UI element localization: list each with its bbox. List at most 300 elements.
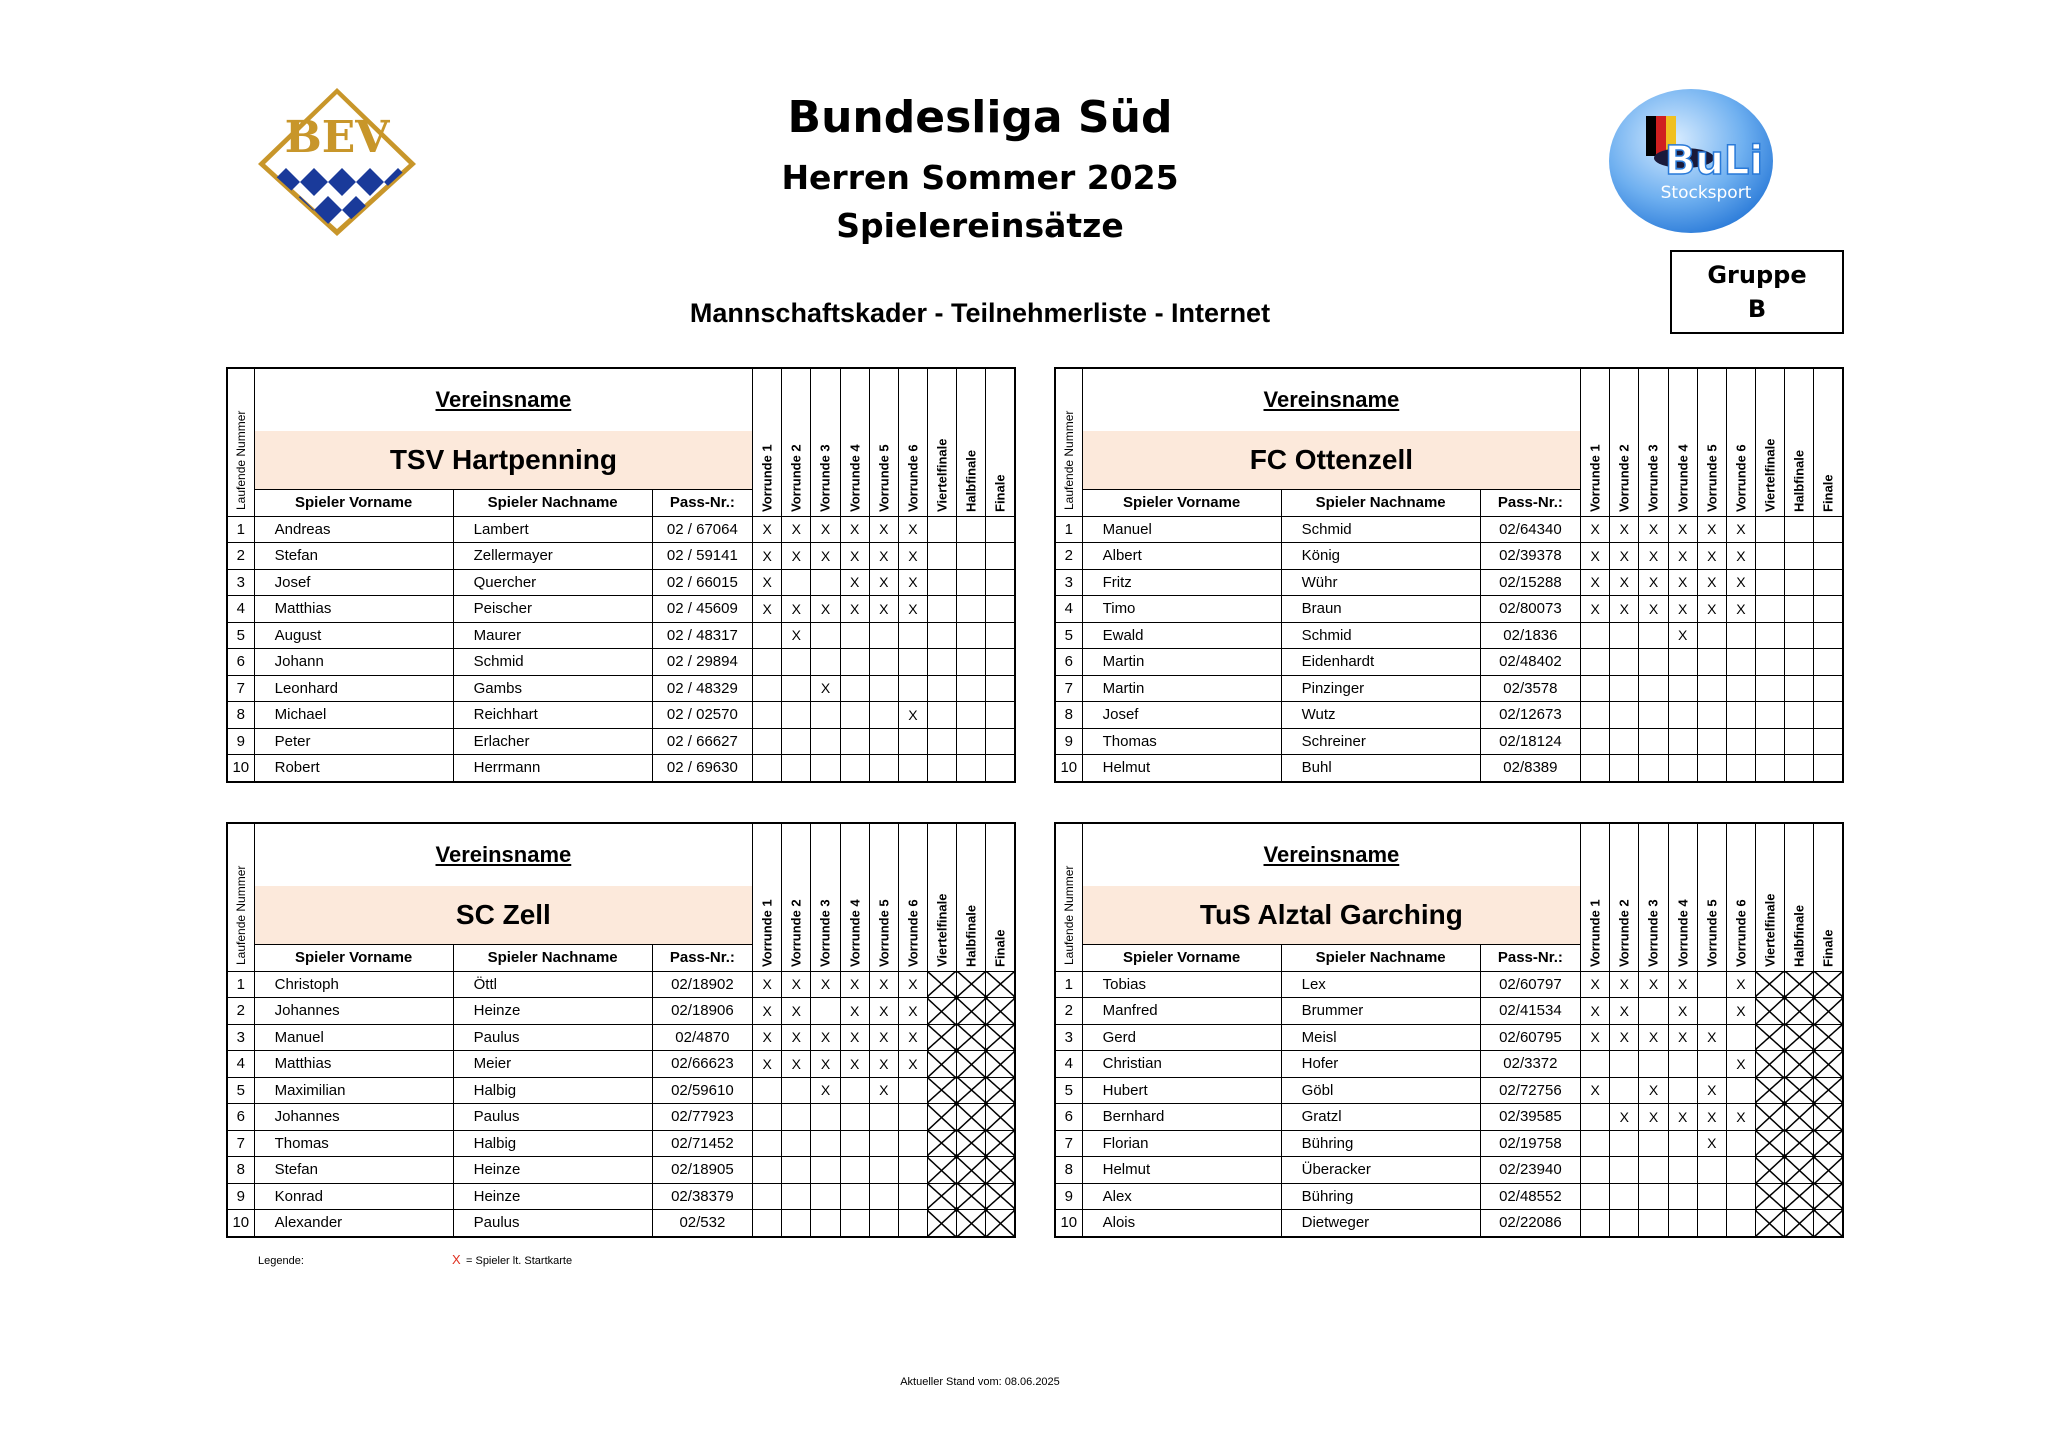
table-row — [227, 1157, 1015, 1184]
vorname-header: Spieler Vorname — [254, 490, 453, 517]
crossed-cell — [1785, 998, 1814, 1025]
pass-header: Pass-Nr.: — [1480, 945, 1581, 972]
round-mark — [782, 1210, 811, 1237]
round-mark — [840, 702, 869, 729]
pass-header: Pass-Nr.: — [652, 945, 753, 972]
player-pass-number: 02/38379 — [652, 1183, 753, 1210]
table-row — [1055, 971, 1843, 998]
round-mark — [1581, 728, 1610, 755]
round-mark — [840, 1130, 869, 1157]
table-row — [227, 649, 1015, 676]
round-mark — [1755, 516, 1784, 543]
round-mark: X — [1697, 1130, 1726, 1157]
player-pass-number: 02 / 69630 — [652, 755, 753, 782]
round-mark — [1639, 1051, 1668, 1078]
round-mark — [986, 596, 1015, 623]
round-mark: X — [1581, 1077, 1610, 1104]
player-last-name: Meier — [453, 1051, 652, 1078]
player-pass-number: 02/77923 — [652, 1104, 753, 1131]
round-mark: X — [840, 1024, 869, 1051]
round-mark — [811, 622, 840, 649]
round-mark — [1814, 675, 1843, 702]
player-last-name: Schmid — [1281, 622, 1480, 649]
player-last-name: Überacker — [1281, 1157, 1480, 1184]
round-mark: X — [753, 596, 782, 623]
round-mark: X — [782, 971, 811, 998]
player-first-name: Robert — [254, 755, 453, 782]
round-mark: X — [1668, 622, 1697, 649]
round-mark: X — [753, 569, 782, 596]
round-mark — [1610, 622, 1639, 649]
round-mark: X — [782, 543, 811, 570]
round-mark — [1814, 596, 1843, 623]
round-mark: X — [1726, 543, 1755, 570]
season-title: Herren Sommer 2025 — [781, 158, 1179, 197]
round-label: Vorrunde 6 — [905, 898, 921, 967]
player-first-name: Josef — [1082, 702, 1281, 729]
round-mark: X — [753, 543, 782, 570]
player-first-name: August — [254, 622, 453, 649]
player-first-name: Bernhard — [1082, 1104, 1281, 1131]
laufende-nummer-label: Laufende Nummer — [233, 865, 248, 965]
player-last-name: Gratzl — [1281, 1104, 1480, 1131]
crossed-cell — [986, 998, 1015, 1025]
round-mark: X — [1668, 516, 1697, 543]
laufende-nummer-header — [1055, 823, 1082, 971]
player-number: 9 — [227, 1183, 254, 1210]
round-mark — [1697, 622, 1726, 649]
laufende-nummer-label: Laufende Nummer — [1061, 410, 1076, 510]
round-label: Vorrunde 4 — [1675, 443, 1691, 512]
round-mark: X — [1610, 998, 1639, 1025]
player-last-name: Heinze — [453, 1183, 652, 1210]
crossed-cell — [1755, 1024, 1784, 1051]
round-mark: X — [1668, 1024, 1697, 1051]
round-mark — [957, 675, 986, 702]
round-mark — [753, 649, 782, 676]
round-mark: X — [869, 998, 898, 1025]
round-mark: X — [1639, 516, 1668, 543]
round-header — [1726, 368, 1755, 516]
player-last-name: Bühring — [1281, 1183, 1480, 1210]
legend-label: Legende: — [258, 1255, 304, 1267]
subtitle: Mannschaftskader - Teilnehmerliste - Internet — [689, 298, 1271, 328]
round-mark — [898, 1210, 927, 1237]
round-mark: X — [869, 596, 898, 623]
player-first-name: Maximilian — [254, 1077, 453, 1104]
round-mark — [957, 596, 986, 623]
crossed-cell — [957, 1051, 986, 1078]
player-last-name: Halbig — [453, 1130, 652, 1157]
round-header — [869, 368, 898, 516]
crossed-cell — [957, 1104, 986, 1131]
round-mark — [782, 569, 811, 596]
round-mark: X — [1610, 596, 1639, 623]
player-number: 10 — [227, 1210, 254, 1237]
crossed-cell — [927, 1130, 956, 1157]
round-mark — [840, 1104, 869, 1131]
crossed-cell — [1814, 1024, 1843, 1051]
round-mark — [1668, 675, 1697, 702]
round-mark — [986, 622, 1015, 649]
round-header — [1755, 368, 1784, 516]
table-row — [227, 1024, 1015, 1051]
crossed-cell — [986, 1104, 1015, 1131]
round-mark — [840, 675, 869, 702]
round-mark — [1755, 675, 1784, 702]
player-pass-number: 02/71452 — [652, 1130, 753, 1157]
team-name: FC Ottenzell — [1082, 431, 1581, 490]
round-mark — [1581, 702, 1610, 729]
player-pass-number: 02 / 66627 — [652, 728, 753, 755]
round-mark: X — [1610, 1024, 1639, 1051]
player-number: 8 — [227, 1157, 254, 1184]
round-mark — [1755, 569, 1784, 596]
player-last-name: Gambs — [453, 675, 652, 702]
round-mark — [869, 622, 898, 649]
legend-symbol: X — [452, 1252, 461, 1267]
round-mark — [957, 622, 986, 649]
round-header — [1639, 823, 1668, 971]
table-row — [1055, 755, 1843, 782]
crossed-cell — [1814, 1077, 1843, 1104]
player-first-name: Tobias — [1082, 971, 1281, 998]
table-row — [1055, 1024, 1843, 1051]
round-mark: X — [869, 1024, 898, 1051]
player-first-name: Leonhard — [254, 675, 453, 702]
nachname-header: Spieler Nachname — [453, 945, 652, 972]
round-mark — [1639, 755, 1668, 782]
round-mark — [1668, 1210, 1697, 1237]
round-mark: X — [1610, 569, 1639, 596]
round-label: Vorrunde 3 — [817, 443, 833, 512]
player-first-name: Christoph — [254, 971, 453, 998]
round-mark — [927, 649, 956, 676]
round-mark — [1697, 998, 1726, 1025]
crossed-cell — [1785, 1051, 1814, 1078]
player-pass-number: 02/18902 — [652, 971, 753, 998]
round-label: Vorrunde 3 — [1645, 898, 1661, 967]
table-row — [1055, 1157, 1843, 1184]
laufende-nummer-label: Laufende Nummer — [1061, 865, 1076, 965]
round-mark: X — [1697, 1077, 1726, 1104]
round-mark — [1726, 1077, 1755, 1104]
pass-header: Pass-Nr.: — [652, 490, 753, 517]
round-mark — [869, 1183, 898, 1210]
player-last-name: Schreiner — [1281, 728, 1480, 755]
round-mark — [1785, 516, 1814, 543]
round-mark — [1610, 755, 1639, 782]
round-mark: X — [898, 971, 927, 998]
round-label: Vorrunde 3 — [1645, 443, 1661, 512]
table-row — [227, 1183, 1015, 1210]
round-mark: X — [1668, 971, 1697, 998]
player-number: 5 — [1055, 1077, 1082, 1104]
round-mark — [1610, 1051, 1639, 1078]
round-mark — [1668, 755, 1697, 782]
round-mark — [1755, 755, 1784, 782]
player-first-name: Andreas — [254, 516, 453, 543]
crossed-cell — [1814, 1183, 1843, 1210]
round-mark — [1785, 622, 1814, 649]
gruppe-label: Gruppe — [1707, 261, 1807, 289]
round-mark — [986, 755, 1015, 782]
round-label: Halbfinale — [1791, 449, 1807, 512]
table-row — [1055, 1210, 1843, 1237]
table-row — [1055, 569, 1843, 596]
player-pass-number: 02/60797 — [1480, 971, 1581, 998]
round-mark — [811, 728, 840, 755]
round-header — [1814, 823, 1843, 971]
round-label: Vorrunde 4 — [847, 443, 863, 512]
player-last-name: Brummer — [1281, 998, 1480, 1025]
player-pass-number: 02/3372 — [1480, 1051, 1581, 1078]
table-row — [227, 622, 1015, 649]
table-row — [1055, 728, 1843, 755]
round-mark — [811, 1130, 840, 1157]
round-header — [1785, 823, 1814, 971]
round-mark — [811, 1157, 840, 1184]
player-pass-number: 02 / 29894 — [652, 649, 753, 676]
crossed-cell — [1814, 1130, 1843, 1157]
round-mark — [1697, 649, 1726, 676]
round-mark — [782, 675, 811, 702]
round-header — [782, 823, 811, 971]
round-mark — [927, 702, 956, 729]
player-last-name: Erlacher — [453, 728, 652, 755]
player-last-name: Dietweger — [1281, 1210, 1480, 1237]
player-pass-number: 02/12673 — [1480, 702, 1581, 729]
player-number: 5 — [1055, 622, 1082, 649]
round-mark — [1639, 998, 1668, 1025]
player-last-name: Reichhart — [453, 702, 652, 729]
player-number: 4 — [227, 1051, 254, 1078]
player-number: 1 — [227, 971, 254, 998]
vereinsname-label: Vereinsname — [254, 368, 753, 431]
round-mark — [957, 649, 986, 676]
team-table — [1054, 367, 1844, 783]
player-first-name: Michael — [254, 702, 453, 729]
player-pass-number: 02/4870 — [652, 1024, 753, 1051]
round-mark — [1814, 516, 1843, 543]
crossed-cell — [1814, 1210, 1843, 1237]
round-label: Viertelfinale — [934, 893, 950, 967]
round-mark: X — [1581, 998, 1610, 1025]
table-row — [227, 543, 1015, 570]
crossed-cell — [957, 1183, 986, 1210]
player-number: 9 — [227, 728, 254, 755]
player-first-name: Alois — [1082, 1210, 1281, 1237]
team-name: TuS Alztal Garching — [1082, 886, 1581, 945]
crossed-cell — [986, 1183, 1015, 1210]
round-mark: X — [1726, 998, 1755, 1025]
round-mark — [811, 649, 840, 676]
round-mark — [1639, 1210, 1668, 1237]
round-header — [957, 368, 986, 516]
round-mark — [753, 1157, 782, 1184]
player-first-name: Florian — [1082, 1130, 1281, 1157]
round-mark: X — [869, 569, 898, 596]
round-mark: X — [811, 596, 840, 623]
crossed-cell — [927, 971, 956, 998]
round-mark: X — [782, 516, 811, 543]
round-mark: X — [1726, 596, 1755, 623]
player-first-name: Manuel — [254, 1024, 453, 1051]
crossed-cell — [986, 1130, 1015, 1157]
round-label: Vorrunde 1 — [1587, 898, 1603, 967]
table-row — [227, 1104, 1015, 1131]
player-pass-number: 02/23940 — [1480, 1157, 1581, 1184]
player-last-name: Zellermayer — [453, 543, 652, 570]
round-mark — [1668, 728, 1697, 755]
round-mark — [753, 1130, 782, 1157]
round-mark: X — [1726, 569, 1755, 596]
player-first-name: Fritz — [1082, 569, 1281, 596]
round-mark — [1726, 675, 1755, 702]
round-mark: X — [1610, 543, 1639, 570]
team-table — [226, 822, 1016, 1238]
crossed-cell — [927, 1051, 956, 1078]
round-mark: X — [782, 1051, 811, 1078]
round-header — [840, 823, 869, 971]
table-row — [227, 569, 1015, 596]
round-mark — [753, 1210, 782, 1237]
table-row — [1055, 622, 1843, 649]
player-first-name: Thomas — [254, 1130, 453, 1157]
vereinsname-label: Vereinsname — [1082, 368, 1581, 431]
crossed-cell — [1755, 1183, 1784, 1210]
round-mark: X — [782, 998, 811, 1025]
round-mark: X — [782, 622, 811, 649]
round-mark — [927, 516, 956, 543]
table-row — [227, 516, 1015, 543]
player-first-name: Gerd — [1082, 1024, 1281, 1051]
table-row — [1055, 649, 1843, 676]
laufende-nummer-header — [1055, 368, 1082, 516]
crossed-cell — [927, 1210, 956, 1237]
player-last-name: Bühring — [1281, 1130, 1480, 1157]
round-mark — [869, 1210, 898, 1237]
player-first-name: Hubert — [1082, 1077, 1281, 1104]
round-mark — [898, 1157, 927, 1184]
round-mark — [782, 1157, 811, 1184]
table-row — [1055, 516, 1843, 543]
round-mark — [1785, 702, 1814, 729]
round-mark — [1581, 1051, 1610, 1078]
crossed-cell — [1814, 971, 1843, 998]
player-number: 6 — [227, 649, 254, 676]
round-mark: X — [1697, 516, 1726, 543]
player-pass-number: 02 / 59141 — [652, 543, 753, 570]
round-label: Halbfinale — [963, 904, 979, 967]
round-header — [840, 368, 869, 516]
round-label: Viertelfinale — [1762, 438, 1778, 512]
table-row — [1055, 998, 1843, 1025]
round-mark — [1697, 702, 1726, 729]
player-number: 1 — [1055, 516, 1082, 543]
player-first-name: Martin — [1082, 675, 1281, 702]
player-number: 7 — [227, 675, 254, 702]
gruppe-box — [1670, 250, 1844, 334]
player-first-name: Johann — [254, 649, 453, 676]
round-mark — [1726, 622, 1755, 649]
round-mark — [898, 1077, 927, 1104]
round-mark — [957, 702, 986, 729]
round-mark — [1814, 622, 1843, 649]
round-mark: X — [1639, 1077, 1668, 1104]
round-mark — [1668, 1051, 1697, 1078]
round-mark: X — [1581, 543, 1610, 570]
round-mark — [753, 1183, 782, 1210]
round-mark — [811, 1210, 840, 1237]
player-first-name: Matthias — [254, 596, 453, 623]
round-mark: X — [840, 971, 869, 998]
round-mark — [957, 569, 986, 596]
round-mark: X — [898, 1024, 927, 1051]
player-pass-number: 02/8389 — [1480, 755, 1581, 782]
round-mark — [1726, 755, 1755, 782]
round-mark — [811, 755, 840, 782]
round-mark: X — [1697, 1104, 1726, 1131]
round-mark — [986, 649, 1015, 676]
round-mark — [1726, 649, 1755, 676]
round-mark — [927, 543, 956, 570]
round-mark — [1610, 1157, 1639, 1184]
round-label: Vorrunde 1 — [759, 443, 775, 512]
round-mark — [1668, 1077, 1697, 1104]
round-mark — [1755, 702, 1784, 729]
round-mark: X — [898, 596, 927, 623]
round-mark: X — [1668, 543, 1697, 570]
round-mark — [898, 622, 927, 649]
round-label: Vorrunde 1 — [1587, 443, 1603, 512]
player-number: 2 — [227, 998, 254, 1025]
laufende-nummer-label: Laufende Nummer — [233, 410, 248, 510]
player-number: 7 — [1055, 1130, 1082, 1157]
round-mark — [753, 1077, 782, 1104]
table-row — [1055, 1183, 1843, 1210]
round-mark: X — [782, 1024, 811, 1051]
round-mark — [1726, 1183, 1755, 1210]
crossed-cell — [927, 1104, 956, 1131]
player-number: 1 — [1055, 971, 1082, 998]
player-pass-number: 02 / 45609 — [652, 596, 753, 623]
table-row — [227, 675, 1015, 702]
player-last-name: Hofer — [1281, 1051, 1480, 1078]
round-mark: X — [811, 971, 840, 998]
round-header — [869, 823, 898, 971]
crossed-cell — [1814, 1104, 1843, 1131]
round-mark — [1785, 728, 1814, 755]
table-row — [227, 1051, 1015, 1078]
player-first-name: Stefan — [254, 1157, 453, 1184]
vorname-header: Spieler Vorname — [1082, 945, 1281, 972]
round-header — [1610, 823, 1639, 971]
round-mark: X — [753, 998, 782, 1025]
pass-header: Pass-Nr.: — [1480, 490, 1581, 517]
round-mark — [927, 596, 956, 623]
round-mark — [1755, 622, 1784, 649]
player-first-name: Thomas — [1082, 728, 1281, 755]
round-label: Vorrunde 2 — [1616, 898, 1632, 967]
round-mark: X — [1726, 1051, 1755, 1078]
player-number: 10 — [227, 755, 254, 782]
player-pass-number: 02/3578 — [1480, 675, 1581, 702]
round-mark — [1610, 1130, 1639, 1157]
crossed-cell — [927, 1183, 956, 1210]
round-mark — [898, 1183, 927, 1210]
crossed-cell — [1785, 1210, 1814, 1237]
